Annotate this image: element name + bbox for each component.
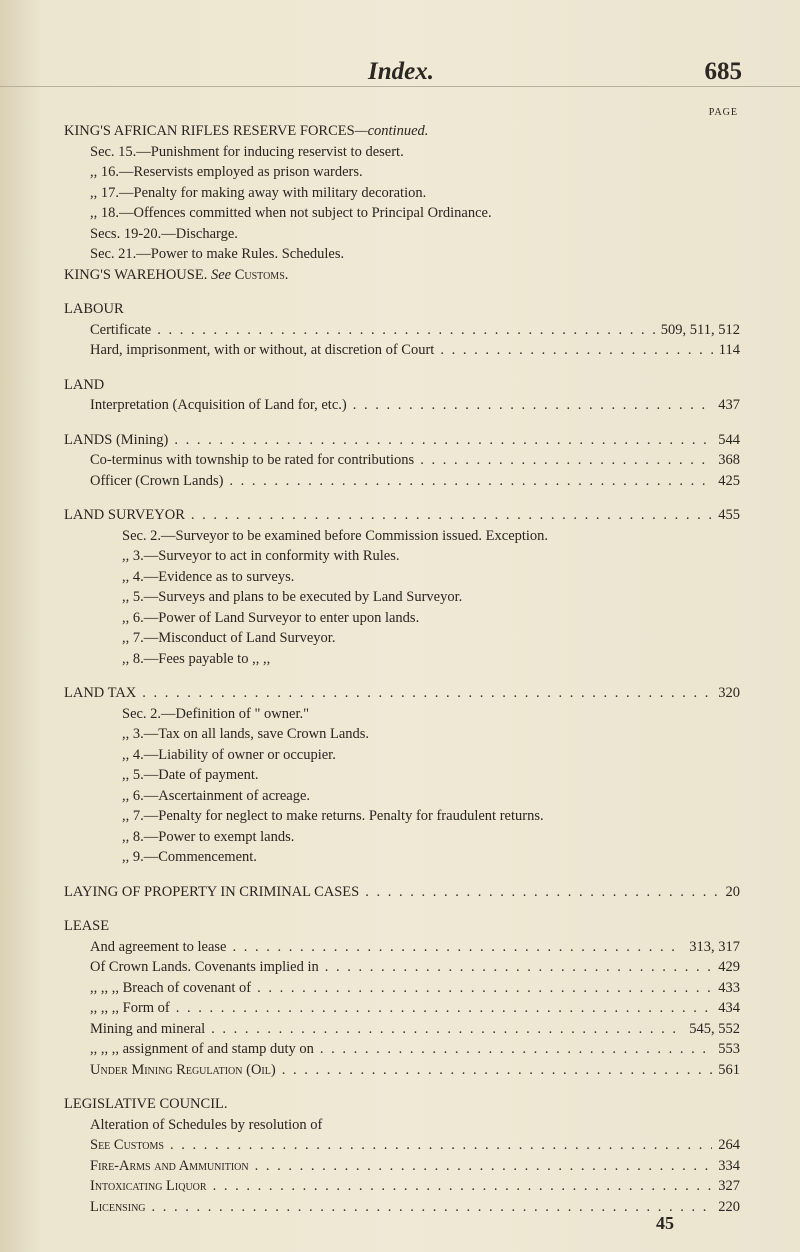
list-item: ,, 4.—Evidence as to surveys.	[122, 568, 295, 585]
section-labour	[64, 299, 740, 361]
index-entry: Fire-Arms and Ammunition . . . 334	[64, 1156, 740, 1177]
header-page-number: 685	[704, 58, 742, 85]
section-heading: LANDS (Mining) . . . 544	[64, 430, 740, 451]
section-heading: LEASE	[64, 918, 110, 934]
list-item: ,, 9.—Commencement.	[122, 849, 257, 865]
list-item: ,, 16.—Reservists employed as prison warders.	[90, 164, 363, 180]
index-entry: Mining and mineral . . . 545, 552	[64, 1019, 740, 1040]
continued-note: —continued.	[354, 123, 429, 139]
index-entry: Under Mining Regulation (Oil) . . . 561	[64, 1060, 740, 1081]
list-item: Sec. 2.—Surveyor to be examined before Commission issued. Exception.	[122, 527, 549, 544]
section-heading: LAND TAX . . . 320	[64, 683, 740, 704]
index-entry: Of Crown Lands. Covenants implied in . . . 429	[64, 957, 740, 978]
section-lands-mining	[64, 430, 740, 492]
list-item: ,, 17.—Penalty for making away with military decoration.	[90, 184, 427, 201]
list-item: Sec. 21.—Power to make Rules. Schedules.	[90, 246, 345, 262]
section-laying-of-property: LAYING OF PROPERTY IN CRIMINAL CASES . . . 20	[64, 882, 740, 903]
list-item: ,, 5.—Surveys and plans to be executed by Land Surveyor.	[122, 589, 463, 605]
section-heading: KING'S AFRICAN RIFLES RESERVE FORCES—continued.	[64, 123, 429, 139]
index-entry: Licensing . . . 220	[64, 1197, 740, 1218]
index-entry: Co-terminus with township to be rated for contributions . . . 368	[64, 450, 740, 471]
section-heading: LAND SURVEYOR . . . 455	[64, 505, 740, 526]
index-content	[64, 107, 740, 1217]
list-item: ,, 4.—Liability of owner or occupier.	[122, 746, 336, 763]
list-item: ,, 5.—Date of payment.	[122, 767, 259, 783]
running-header	[0, 56, 800, 87]
index-entry: Intoxicating Liquor . . . 327	[64, 1176, 740, 1197]
list-item: ,, 6.—Power of Land Surveyor to enter upon lands.	[122, 609, 420, 626]
list-item: Sec. 2.—Definition of " owner."	[122, 705, 310, 722]
list-item: ,, 7.—Misconduct of Land Surveyor.	[122, 630, 336, 646]
list-item: Secs. 19-20.—Discharge.	[90, 225, 238, 242]
list-item: ,, 6.—Ascertainment of acreage.	[122, 787, 311, 804]
list-item: ,, 18.—Offences committed when not subject to Principal Ordinance.	[90, 205, 492, 221]
section-legislative-council	[64, 1094, 740, 1217]
index-entry: Certificate . . . 509, 511, 512	[64, 320, 740, 341]
section-land	[64, 375, 740, 416]
section-heading: LAND	[64, 376, 105, 393]
page-column-label: PAGE	[708, 107, 738, 118]
section-kings-african-rifles	[64, 121, 740, 265]
signature-mark: 45	[656, 1213, 674, 1233]
index-entry: And agreement to lease . . . 313, 317	[64, 937, 740, 958]
index-entry: Hard, imprisonment, with or without, at discretion of Court . . . 114	[64, 340, 740, 361]
list-item: ,, 3.—Surveyor to act in conformity with Rules.	[122, 548, 400, 564]
list-item: ,, 7.—Penalty for neglect to make returns. Penalty for fraudulent returns.	[122, 808, 544, 824]
section-intro: Alteration of Schedules by resolution of	[90, 1116, 323, 1133]
list-item: ,, 8.—Power to exempt lands.	[122, 828, 295, 845]
section-kings-warehouse: KING'S WAREHOUSE. See Customs.	[64, 266, 289, 283]
index-entry: ,, ,, ,, assignment of and stamp duty on . . . 553	[64, 1039, 740, 1060]
section-heading: LABOUR	[64, 301, 124, 317]
section-lease	[64, 916, 740, 1080]
list-item: ,, 8.—Fees payable to ,, ,,	[122, 650, 271, 667]
index-entry: Officer (Crown Lands) . . . 425	[64, 471, 740, 492]
section-land-tax	[64, 683, 740, 868]
index-entry: ,, ,, ,, Breach of covenant of . . . 433	[64, 978, 740, 999]
section-heading: LEGISLATIVE COUNCIL.	[64, 1096, 228, 1112]
section-land-surveyor	[64, 505, 740, 669]
cross-reference: Customs.	[234, 266, 289, 283]
index-entry: See Customs . . . 264	[64, 1135, 740, 1156]
list-item: ,, 3.—Tax on all lands, save Crown Lands.	[122, 726, 370, 742]
index-entry: Interpretation (Acquisition of Land for, etc.) . . . 437	[64, 395, 740, 416]
header-title: Index.	[368, 58, 434, 85]
index-entry: ,, ,, ,, Form of . . . 434	[64, 998, 740, 1019]
list-item: Sec. 15.—Punishment for inducing reservist to desert.	[90, 143, 404, 160]
